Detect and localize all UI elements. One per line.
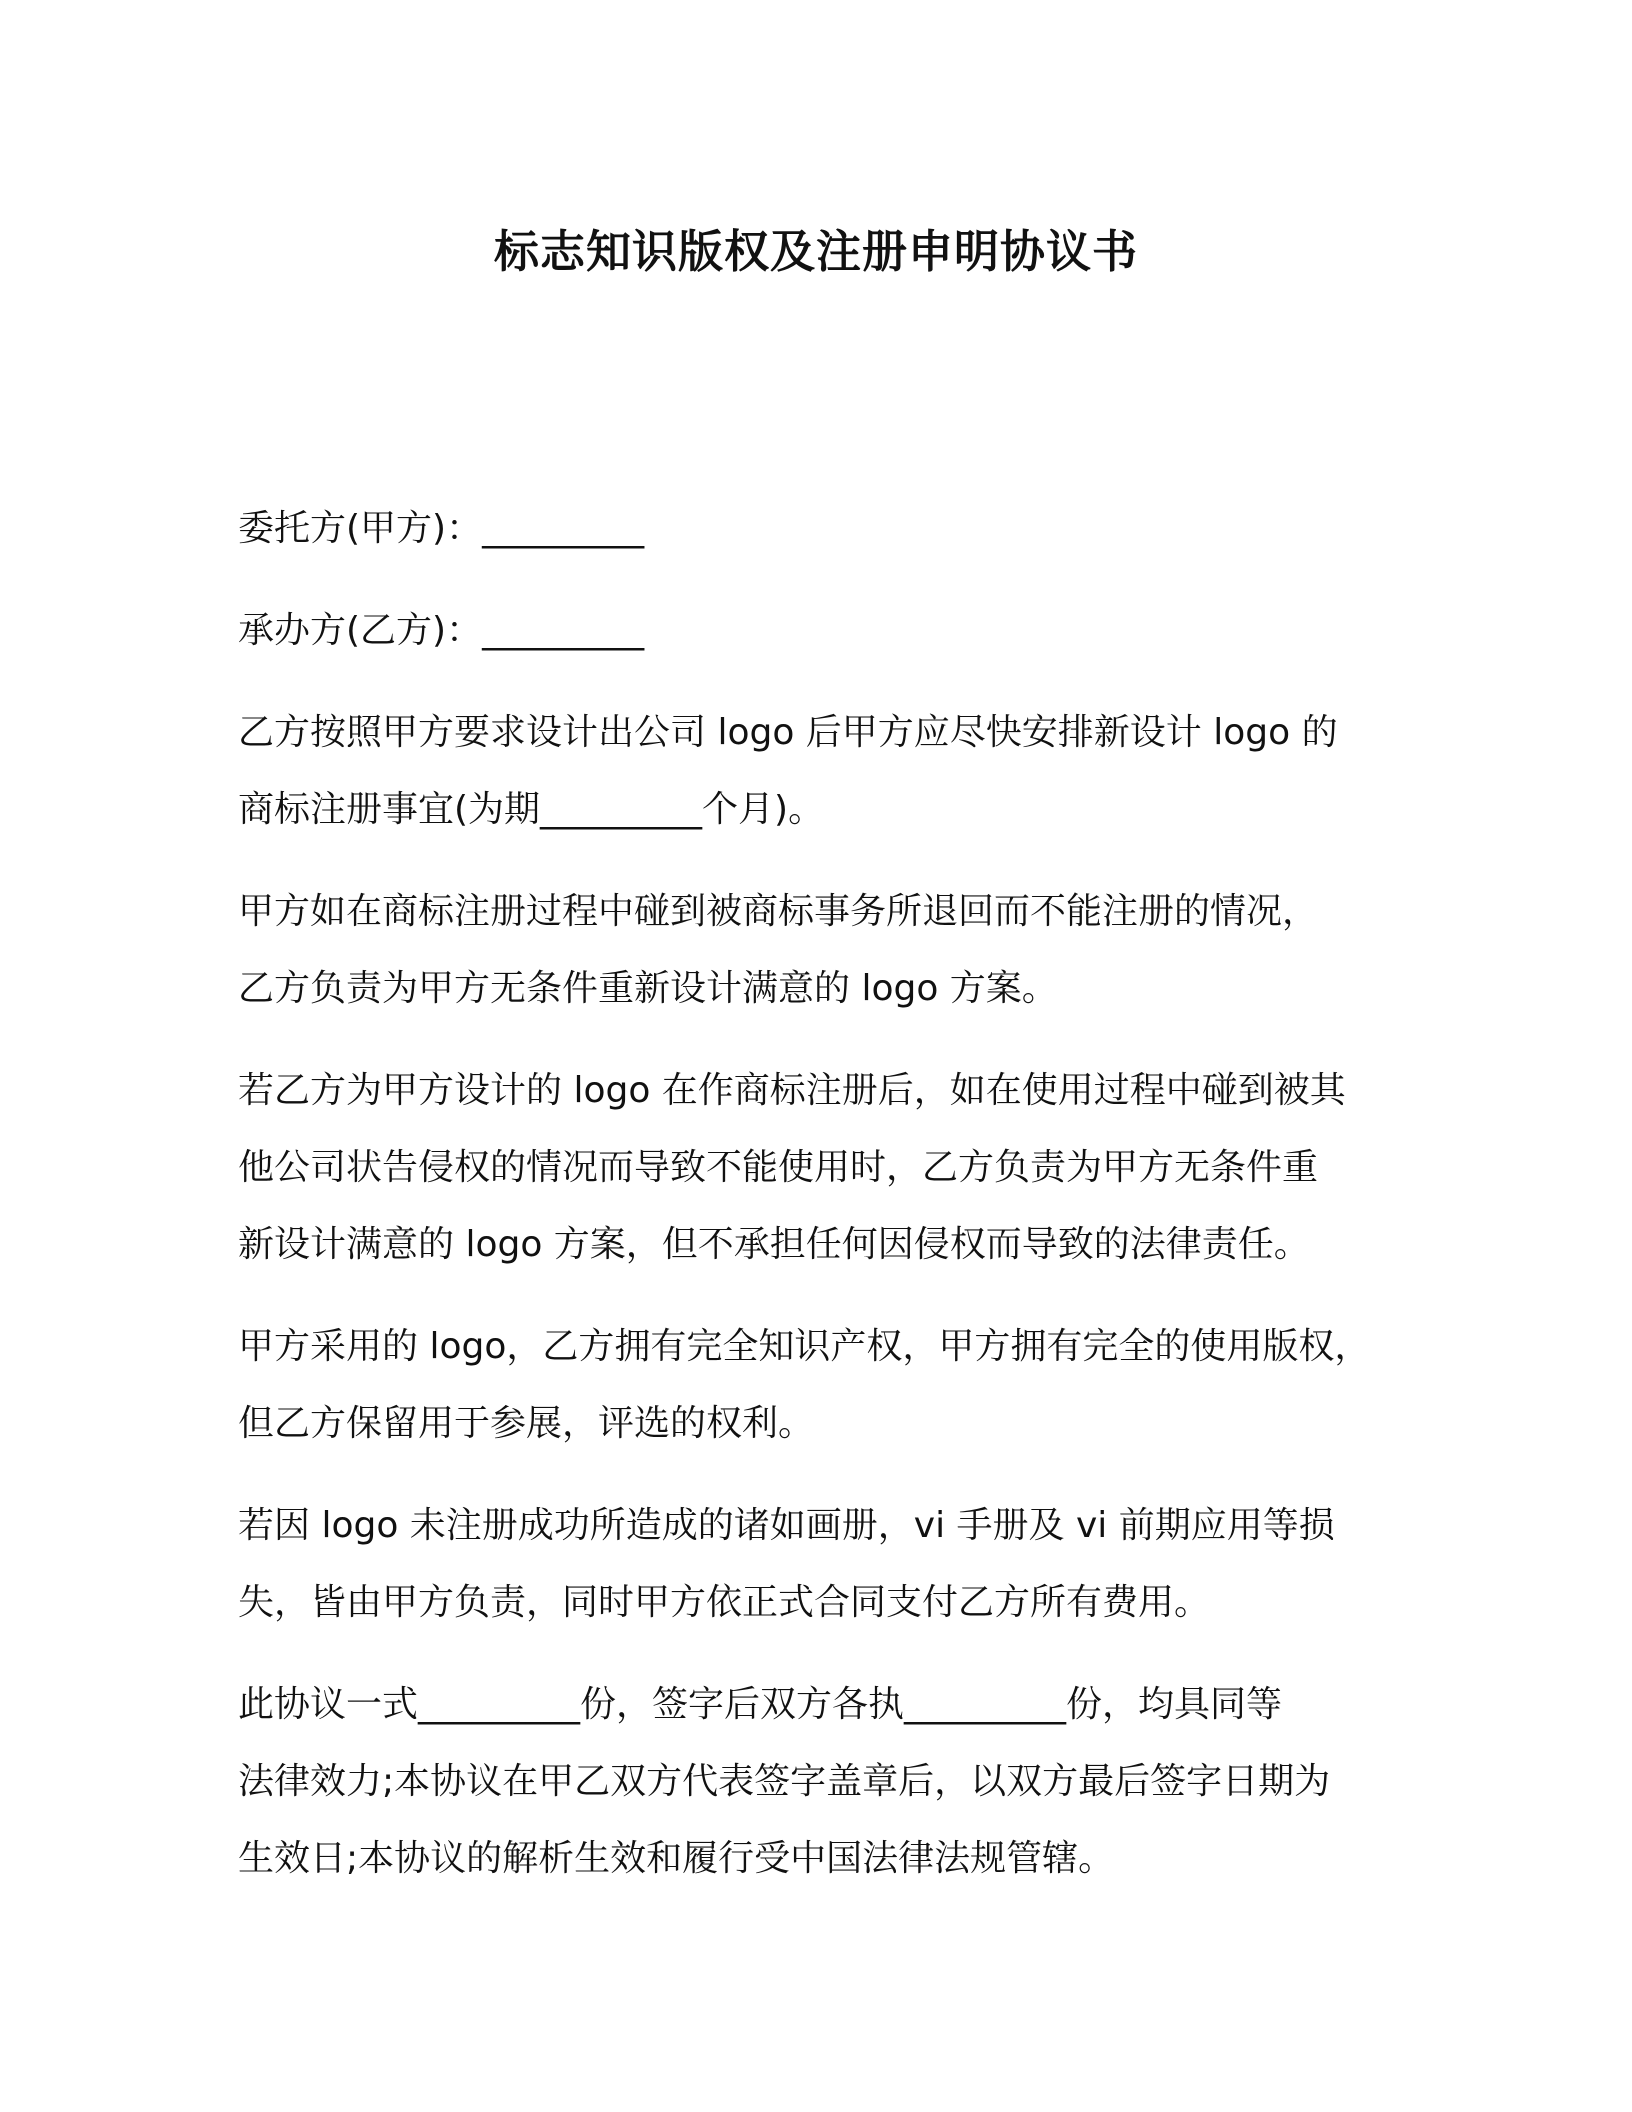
paragraph-infringement (238, 1052, 1413, 1283)
paragraph-rejection (238, 873, 1413, 1027)
paragraph-line: 失，皆由甲方负责，同时甲方依正式合同支付乙方所有费用。 (238, 1582, 1211, 1623)
paragraph-client (238, 490, 1413, 567)
paragraph-line: 甲方如在商标注册过程中碰到被商标事务所退回而不能注册的情况， (238, 891, 1319, 932)
paragraph-line: 商标注册事宜(为期_________个月)。 (238, 789, 825, 830)
paragraph-losses (238, 1487, 1413, 1641)
paragraph-registration (238, 694, 1413, 848)
paragraph-line: 乙方负责为甲方无条件重新设计满意的 logo 方案。 (238, 968, 1058, 1009)
paragraph-copyright (238, 1308, 1413, 1462)
paragraph-line: 他公司状告侵权的情况而导致不能使用时，乙方负责为甲方无条件重 (238, 1147, 1319, 1188)
paragraph-copies (238, 1666, 1413, 1897)
paragraph-line: 若乙方为甲方设计的 logo 在作商标注册后，如在使用过程中碰到被其 (238, 1070, 1346, 1111)
paragraph-line: 承办方(乙方)：_________ (238, 610, 645, 651)
paragraph-line: 法律效力;本协议在甲乙双方代表签字盖章后，以双方最后签字日期为 (238, 1761, 1331, 1802)
paragraph-line: 生效日;本协议的解析生效和履行受中国法律法规管辖。 (238, 1838, 1115, 1879)
paragraph-line: 若因 logo 未注册成功所造成的诸如画册，vi 手册及 vi 前期应用等损 (238, 1505, 1335, 1546)
paragraph-line: 乙方按照甲方要求设计出公司 logo 后甲方应尽快安排新设计 logo 的 (238, 712, 1338, 753)
document-title: 标志知识版权及注册申明协议书 (493, 225, 1138, 278)
document-body (238, 490, 1413, 1922)
paragraph-line: 此协议一式_________份，签字后双方各执_________份，均具同等 (238, 1684, 1283, 1725)
paragraph-line: 新设计满意的 logo 方案，但不承担任何因侵权而导致的法律责任。 (238, 1224, 1310, 1265)
paragraph-line: 委托方(甲方)：_________ (238, 508, 645, 549)
paragraph-contractor (238, 592, 1413, 669)
paragraph-line: 甲方采用的 logo，乙方拥有完全知识产权，甲方拥有完全的使用版权， (238, 1326, 1371, 1367)
paragraph-line: 但乙方保留用于参展，评选的权利。 (238, 1403, 815, 1444)
